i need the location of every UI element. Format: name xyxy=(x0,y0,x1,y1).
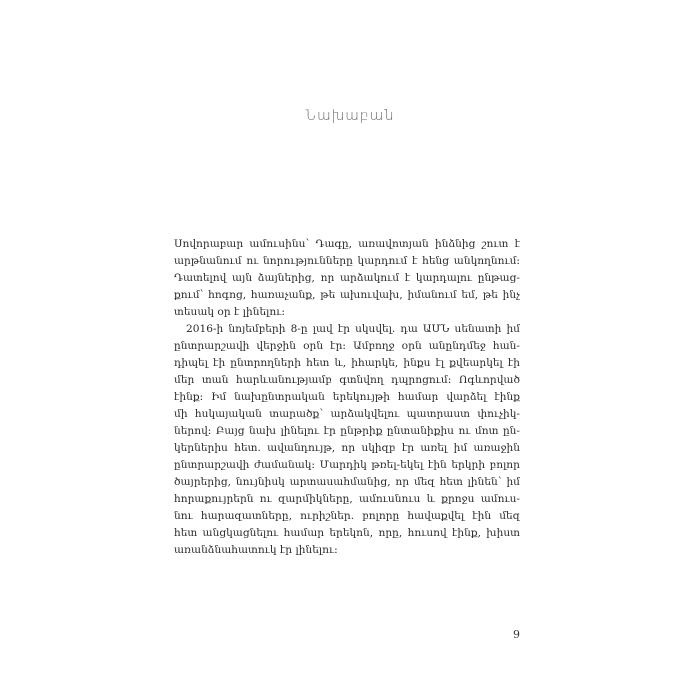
paragraph-2 xyxy=(174,321,520,559)
text-line: էինք։ Իմ նախընտրական երեկույթի համար վարձել էինք xyxy=(174,391,520,403)
text-line: ներով։ Բայց նախ լինելու էր ընթրիք ընտանիքիս ու մոտ ըն- xyxy=(174,425,520,437)
text-line: նու հարազատները, ուրիշներ. բոլորը հավաքվել էին մեզ xyxy=(174,510,520,522)
text-line: Դատելով այն ձայներից, որ արձակում է կարդալու ընթաց- xyxy=(174,272,520,284)
body-text xyxy=(174,236,520,559)
text-line: Սովորաբար ամուսինս՝ Դագը, առավոտյան ինձնից շուտ է xyxy=(174,238,520,250)
page-number: 9 xyxy=(513,628,520,641)
text-line: հորաքույրերն ու զարմիկները, ամուսնուս և քրոջս ամուս- xyxy=(174,493,520,505)
text-line: մեր տան հարևանությամբ գտնվող դպրոցում։ Ոգևորված xyxy=(174,374,520,386)
text-line: ծայրերից, նույնիսկ արտասահմանից, որ մեզ հետ լինեն՝ իմ xyxy=(174,476,520,488)
text-line: առանձնահատուկ էր լինելու։ xyxy=(174,544,338,556)
text-line: հետ անցկացնելու համար երեկոն, որը, հուսով էինք, խիստ xyxy=(174,527,520,539)
text-line: ընտրարշավի վերջին օրն էր։ Ամբողջ օրն անընդմեջ հան- xyxy=(174,340,520,352)
text-line: կերներիս հետ. ավանդույթ, որ սկիզբ էր առել իմ առաջին xyxy=(174,442,520,454)
text-line: մի հսկայական տարածք՝ արձակվելու պատրաստ փուչիկ- xyxy=(174,408,520,420)
text-line: արթնանում ու նորությունները կարդում է հենց անկողնում։ xyxy=(174,255,520,267)
chapter-title: Նախաբան xyxy=(305,108,395,124)
paragraph-1 xyxy=(174,236,520,321)
text-line: դիպել էի ընտրողների հետ և, իհարկե, ինքս էլ քվեարկել էի xyxy=(174,357,520,369)
text-line: քում՝ հոգոց, հառաչանք, թե ախուվախ, իմանում եմ, թե ինչ xyxy=(174,289,520,301)
text-line: ընտրարշավի ժամանակ։ Մարդիկ թռել-եկել էին երկրի բոլոր xyxy=(174,459,520,471)
text-line: 2016-ի նոյեմբերի 8-ը լավ էր սկսվել. դա ԱՄՆ սենատի իմ xyxy=(186,323,520,335)
text-line: տեսակ օր է լինելու։ xyxy=(174,306,285,318)
